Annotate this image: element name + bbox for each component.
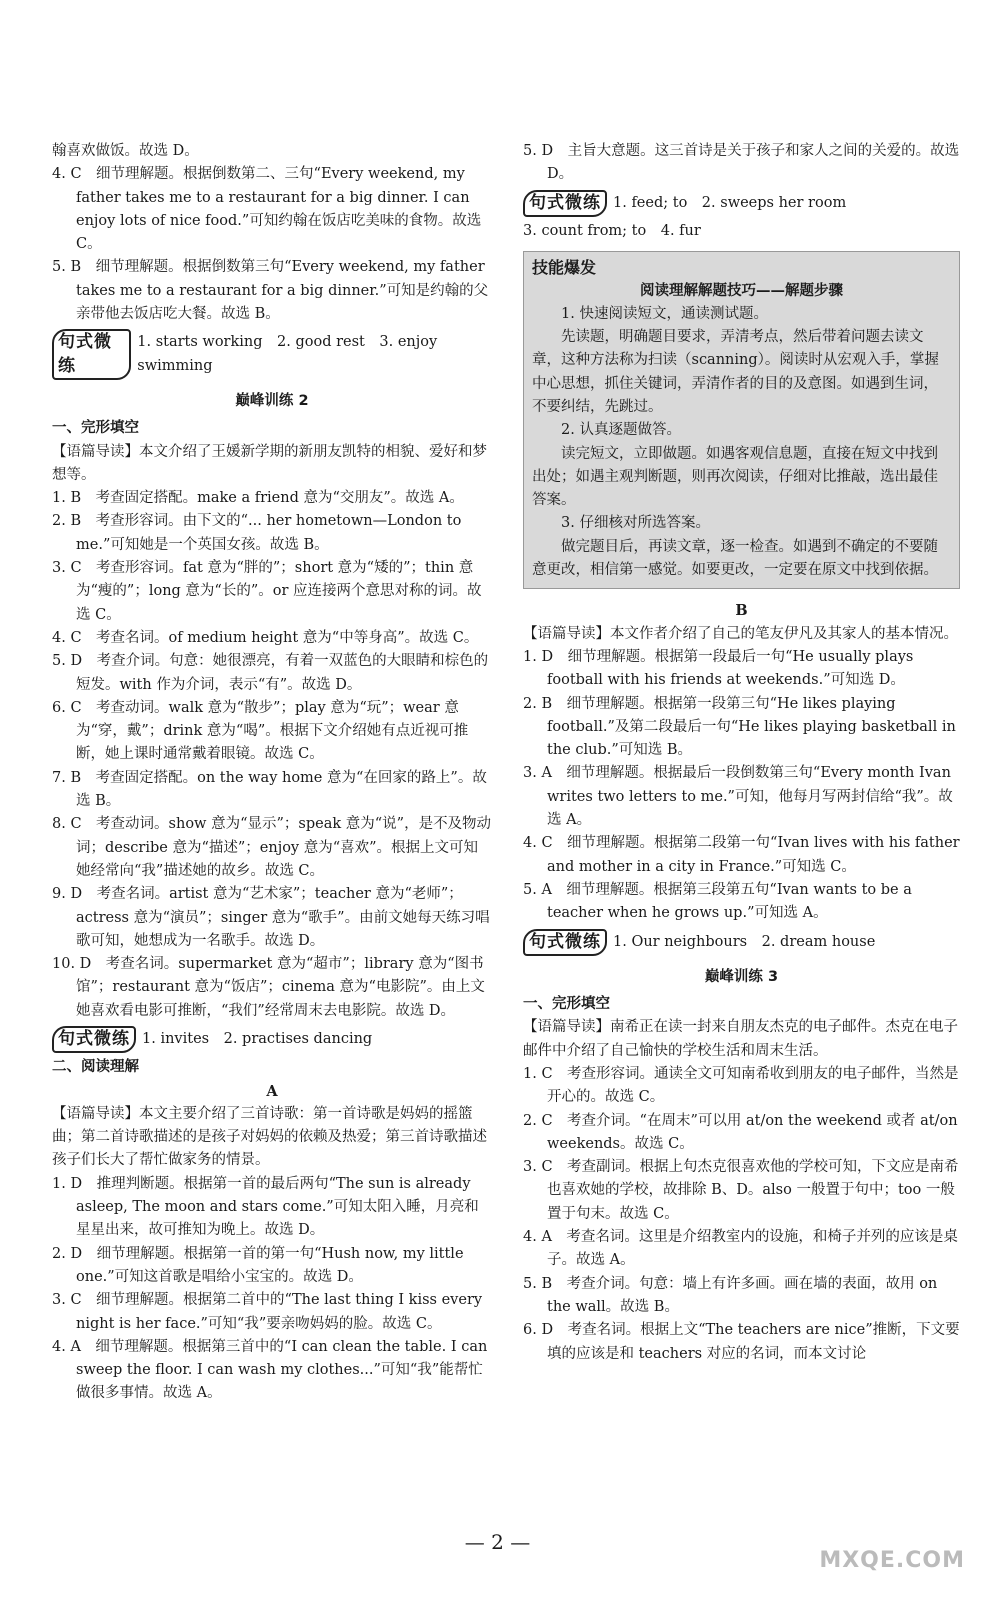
answer-item: 9. D 考查名词。artist 意为“艺术家”；teacher 意为“老师”；actress 意为“演员”；singer 意为“歌手”。由前文她每天练习唱歌可知，她想成为一名歌手。故选 D。 [52,886,490,949]
paragraph: 【语篇导读】本文主要介绍了三首诗歌：第一首诗歌是妈妈的摇篮曲；第二首诗歌描述的是孩子对妈妈的依赖及热爱；第三首诗歌描述孩子们长大了帮忙做家务的情景。 [52,1105,487,1169]
answer-item: 4. C 考查名词。of medium height 意为“中等身高”。故选 C。 [52,629,479,646]
skills-box-line: 做完题目后，再读文章，逐一检查。如遇到不确定的不要随意更改，相信第一感觉。如要更改，一定要在原文中找到依据。 [532,538,938,579]
sentence-practice-label: 句式微练 [523,190,607,217]
right-column [523,140,960,1366]
skills-box-line: 3. 仔细核对所选答案。 [561,515,710,532]
answer-item: 1. D 推理判断题。根据第一首的最后两句“The sun is already asleep, The moon and stars come.”可知太阳入睡，月亮和星星出来，故可推知为晚上。故选 D。 [52,1175,479,1239]
sentence-practice-answers: 1. feed; to 2. sweeps her room [613,194,847,211]
skills-box-line: 2. 认真逐题做答。 [561,422,681,439]
skills-box-line: 1. 快速阅读短文，通读测试题。 [561,305,768,322]
subsection-heading: 二、阅读理解 [52,1059,139,1076]
answer-item: 5. D 主旨大意题。这三首诗是关于孩子和家人之间的关爱的。故选 D。 [523,143,960,183]
answer-item: 6. D 考查名词。根据上文“The teachers are nice”推断，下文要填的应该是和 teachers 对应的名词，而本文讨论 [523,1322,960,1362]
section-heading: 巅峰训练 2 [235,392,309,409]
answer-item: 4. C 细节理解题。根据倒数第二、三句“Every weekend, my father takes me to a restaurant for a big dinner. I can enjoy lots of nice food.”可知约翰在饭店吃美味的食物。故选 C。 [52,166,482,253]
answer-item: 8. C 考查动词。show 意为“显示”；speak 意为“说”，是不及物动词；describe 意为“描述”；enjoy 意为“喜欢”。根据上文可知她经常向“我”描述她的故乡。故选 C。 [52,816,492,879]
sentence-practice-label: 句式微练 [523,929,607,956]
left-column [52,140,492,1406]
answer-item: 3. C 考查副词。根据上句杰克很喜欢他的学校可知，下文应是南希也喜欢她的学校，故排除 B、D。also 一般置于句中；too 一般置于句末。故选 C。 [523,1159,959,1222]
answer-item: 4. C 细节理解题。根据第二段第一句“Ivan lives with his father and mother in a city in France.”可知选 C。 [523,835,960,875]
answer-item: 4. A 细节理解题。根据第三首中的“I can clean the table. I can sweep the floor. I can wash my clothes...”可知“我”能帮忙做很多事情。故选 A。 [52,1338,488,1402]
subsection-heading: 一、完形填空 [523,996,610,1013]
skills-box-title: 技能爆发 [532,258,597,278]
answer-item: 5. B 细节理解题。根据倒数第三句“Every weekend, my father takes me to a restaurant for a big dinner.”可知是约翰的父亲带他去饭店吃大餐。故选 B。 [52,259,489,323]
sentence-practice [523,929,960,956]
answer-item: 5. B 考查介词。句意：墙上有许多画。画在墙的表面，故用 on the wall。故选 B。 [523,1275,938,1315]
passage-label: A [266,1082,278,1100]
paragraph: 【语篇导读】本文作者介绍了自己的笔友伊凡及其家人的基本情况。 [523,625,958,642]
answer-item: 2. D 细节理解题。根据第一首的第一句“Hush now, my little one.”可知这首歌是唱给小宝宝的。故选 D。 [52,1245,464,1285]
watermark-logo: MXQE.COM [819,1548,965,1573]
answer-item: 3. C 考查形容词。fat 意为“胖的”；short 意为“矮的”；thin 意为“瘦的”；long 意为“长的”。or 应连接两个意思对称的词。故选 C。 [52,560,482,623]
answer-item: 2. C 考查介词。“在周末”可以用 at/on the weekend 或者 at/on weekends。故选 C。 [523,1112,958,1152]
answer-item: 7. B 考查固定搭配。on the way home 意为“在回家的路上”。故选 B。 [52,769,487,810]
answer-item: 1. D 细节理解题。根据第一段最后一句“He usually plays football with his friends at weekends.”可知选 D。 [523,648,914,689]
sentence-practice [52,1026,492,1053]
sentence-practice-answers: 1. Our neighbours 2. dream house [613,933,876,950]
skills-box-line: 读完短文，立即做题。如遇客观信息题，直接在短文中找到出处；如遇主观判断题，则再次阅读，仔细对比推敲，选出最佳答案。 [532,445,938,509]
answer-item: 1. B 考查固定搭配。make a friend 意为“交朋友”。故选 A。 [52,490,464,507]
sentence-practice-answers: 1. starts working 2. good rest 3. enjoy swimming [137,334,438,374]
skills-box-line: 先读题，明确题目要求，弄清考点，然后带着问题去读文章，这种方法称为扫读（scanning）。阅读时从宏观入手，掌握中心思想，抓住关键词，弄清作者的目的及意图。如遇到生词，不要纠结，先跳过。 [532,329,939,415]
answer-item: 4. A 考查名词。这里是介绍教室内的设施，和椅子并列的应该是桌子。故选 A。 [523,1229,958,1269]
answer-item: 翰喜欢做饭。故选 D。 [52,143,199,159]
paragraph: 3. count from; to 4. fur [523,222,701,239]
subsection-heading: 一、完形填空 [52,420,139,437]
answer-item: 2. B 细节理解题。根据第一段第三句“He likes playing football.”及第二段最后一句“He likes playing basketball in the club.”可知选 B。 [523,695,956,759]
passage-label: B [735,602,748,620]
answer-item: 5. A 细节理解题。根据第三段第五句“Ivan wants to be a teacher when he grows up.”可知选 A。 [523,881,912,922]
answer-item: 3. C 细节理解题。根据第二首中的“The last thing I kiss every night is her face.”可知“我”要亲吻妈妈的脸。故选 C。 [52,1292,483,1332]
sentence-practice [523,190,960,217]
answer-item: 5. D 考查介词。句意：她很漂亮，有着一双蓝色的大眼睛和棕色的短发。with 作为介词，表示“有”。故选 D。 [52,653,489,693]
paragraph: 【语篇导读】本文介绍了王媛新学期的新朋友凯特的相貌、爱好和梦想等。 [52,443,487,483]
sentence-practice-label: 句式微练 [52,329,131,380]
skills-box [523,251,960,589]
skills-box-subtitle: 阅读理解解题技巧——解题步骤 [640,282,843,300]
answer-item: 10. D 考查名词。supermarket 意为“超市”；library 意为“图书馆”；restaurant 意为“饭店”；cinema 意为“电影院”。由上文她喜欢看电影可推断，“我们”经常周末去电影院。故选 D。 [52,956,485,1019]
page-number: — 2 — [464,1530,531,1554]
sentence-practice-answers: 1. invites 2. practises dancing [142,1030,373,1047]
section-heading: 巅峰训练 3 [704,968,779,985]
sentence-practice-label: 句式微练 [52,1026,136,1053]
answer-item: 3. A 细节理解题。根据最后一段倒数第三句“Every month Ivan writes two letters to me.”可知，他每月写两封信给“我”。故选 A。 [523,765,953,829]
paragraph: 【语篇导读】南希正在读一封来自朋友杰克的电子邮件。杰克在电子邮件中介绍了自己愉快的学校生活和周末生活。 [523,1019,958,1059]
answer-item: 1. C 考查形容词。通读全文可知南希收到朋友的电子邮件，当然是开心的。故选 C。 [523,1065,959,1106]
answer-item: 6. C 考查动词。walk 意为“散步”；play 意为“玩”；wear 意为“穿，戴”；drink 意为“喝”。根据下文介绍她有点近视可推断，她上课时通常戴着眼镜。故选 C。 [52,699,469,763]
sentence-practice [52,329,492,380]
answer-item: 2. B 考查形容词。由下文的“... her hometown—London to me.”可知她是一个英国女孩。故选 B。 [52,513,462,553]
